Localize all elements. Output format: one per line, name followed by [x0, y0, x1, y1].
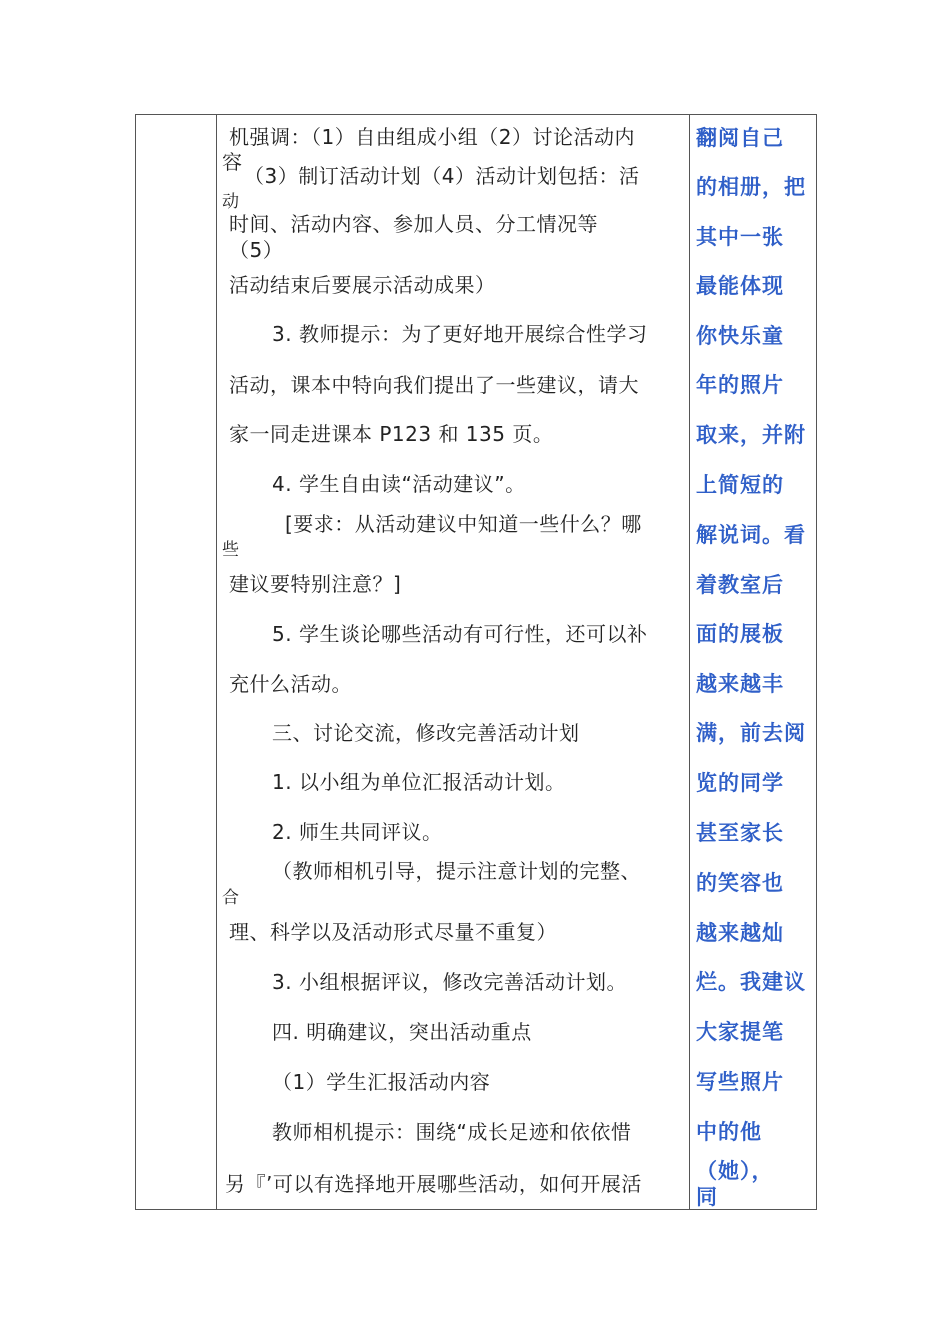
text-line: 些	[222, 540, 240, 560]
text-line: 家一同走进课本 P123 和 135 页。	[229, 422, 554, 446]
text-line: [要求：从活动建议中知道一些什么？哪	[285, 512, 642, 536]
section-heading: 三、讨论交流，修改完善活动计划	[272, 721, 580, 745]
side-text-line: 满，前去阅	[696, 721, 806, 745]
text-line: （5）	[229, 238, 284, 262]
text-line: （3）制订活动计划（4）活动计划包括：活	[244, 164, 640, 188]
column-divider-right	[689, 115, 690, 1209]
text-line: 1. 以小组为单位汇报活动计划。	[272, 770, 566, 794]
side-text-line: 中的他	[696, 1120, 762, 1144]
side-text-line: 的笑容也	[696, 871, 784, 895]
text-line: 充什么活动。	[229, 672, 352, 696]
side-text-line: 面的展板	[696, 622, 784, 646]
side-text-line: 越来越灿	[696, 921, 784, 945]
side-text-line: 写些照片	[696, 1070, 784, 1094]
text-line: 容	[222, 150, 243, 174]
side-text-line: 同	[696, 1185, 718, 1209]
side-text-line: 你快乐童	[696, 324, 784, 348]
side-text-line: 的相册，把	[696, 175, 806, 199]
text-line: 活动，课本中特向我们提出了一些建议，请大	[229, 373, 639, 397]
side-text-line: 取来，并附	[696, 423, 806, 447]
side-text-line: 烂。我建议	[696, 970, 806, 994]
side-text-line: （她），	[696, 1159, 774, 1183]
text-line: 合	[222, 888, 240, 908]
text-line: 另『’可以有选择地开展哪些活动，如何开展活	[225, 1172, 642, 1196]
side-text-line: 览的同学	[696, 771, 784, 795]
text-line: 建议要特别注意？]	[229, 572, 402, 596]
text-line: （1）学生汇报活动内容	[272, 1070, 491, 1094]
text-line: 机强调：（1）自由组成小组（2）讨论活动内	[229, 125, 635, 149]
side-text-line: 上简短的	[696, 473, 784, 497]
text-line: 动	[222, 192, 240, 212]
side-text-line: 大家提笔	[696, 1020, 784, 1044]
side-text-line: 越来越丰	[696, 672, 784, 696]
column-divider-left	[216, 115, 217, 1209]
text-line: 时间、活动内容、参加人员、分工情况等	[229, 212, 598, 236]
side-text-line: 翻阅自己	[696, 126, 784, 150]
text-line: 理、科学以及活动形式尽量不重复）	[229, 920, 557, 944]
text-line: （教师相机引导，提示注意计划的完整、	[272, 859, 641, 883]
text-line: 4. 学生自由读“活动建议”。	[272, 472, 526, 496]
text-line: 5. 学生谈论哪些活动有可行性，还可以补	[272, 622, 648, 646]
side-text-line: 年的照片	[696, 373, 784, 397]
text-line: 3. 小组根据评议，修改完善活动计划。	[272, 970, 627, 994]
side-text-line: 最能体现	[696, 274, 784, 298]
text-line: 活动结束后要展示活动成果）	[229, 273, 496, 297]
side-text-line: 着教室后	[696, 573, 784, 597]
text-line: 2. 师生共同评议。	[272, 820, 443, 844]
side-text-line: 解说词。看	[696, 523, 806, 547]
section-heading: 四. 明确建议，突出活动重点	[272, 1020, 532, 1044]
text-line: 教师相机提示：围绕“成长足迹和依依惜	[272, 1120, 632, 1144]
side-text-line: 甚至家长	[696, 821, 784, 845]
text-line: 3. 教师提示：为了更好地开展综合性学习	[272, 322, 648, 346]
side-text-line: 其中一张	[696, 225, 784, 249]
